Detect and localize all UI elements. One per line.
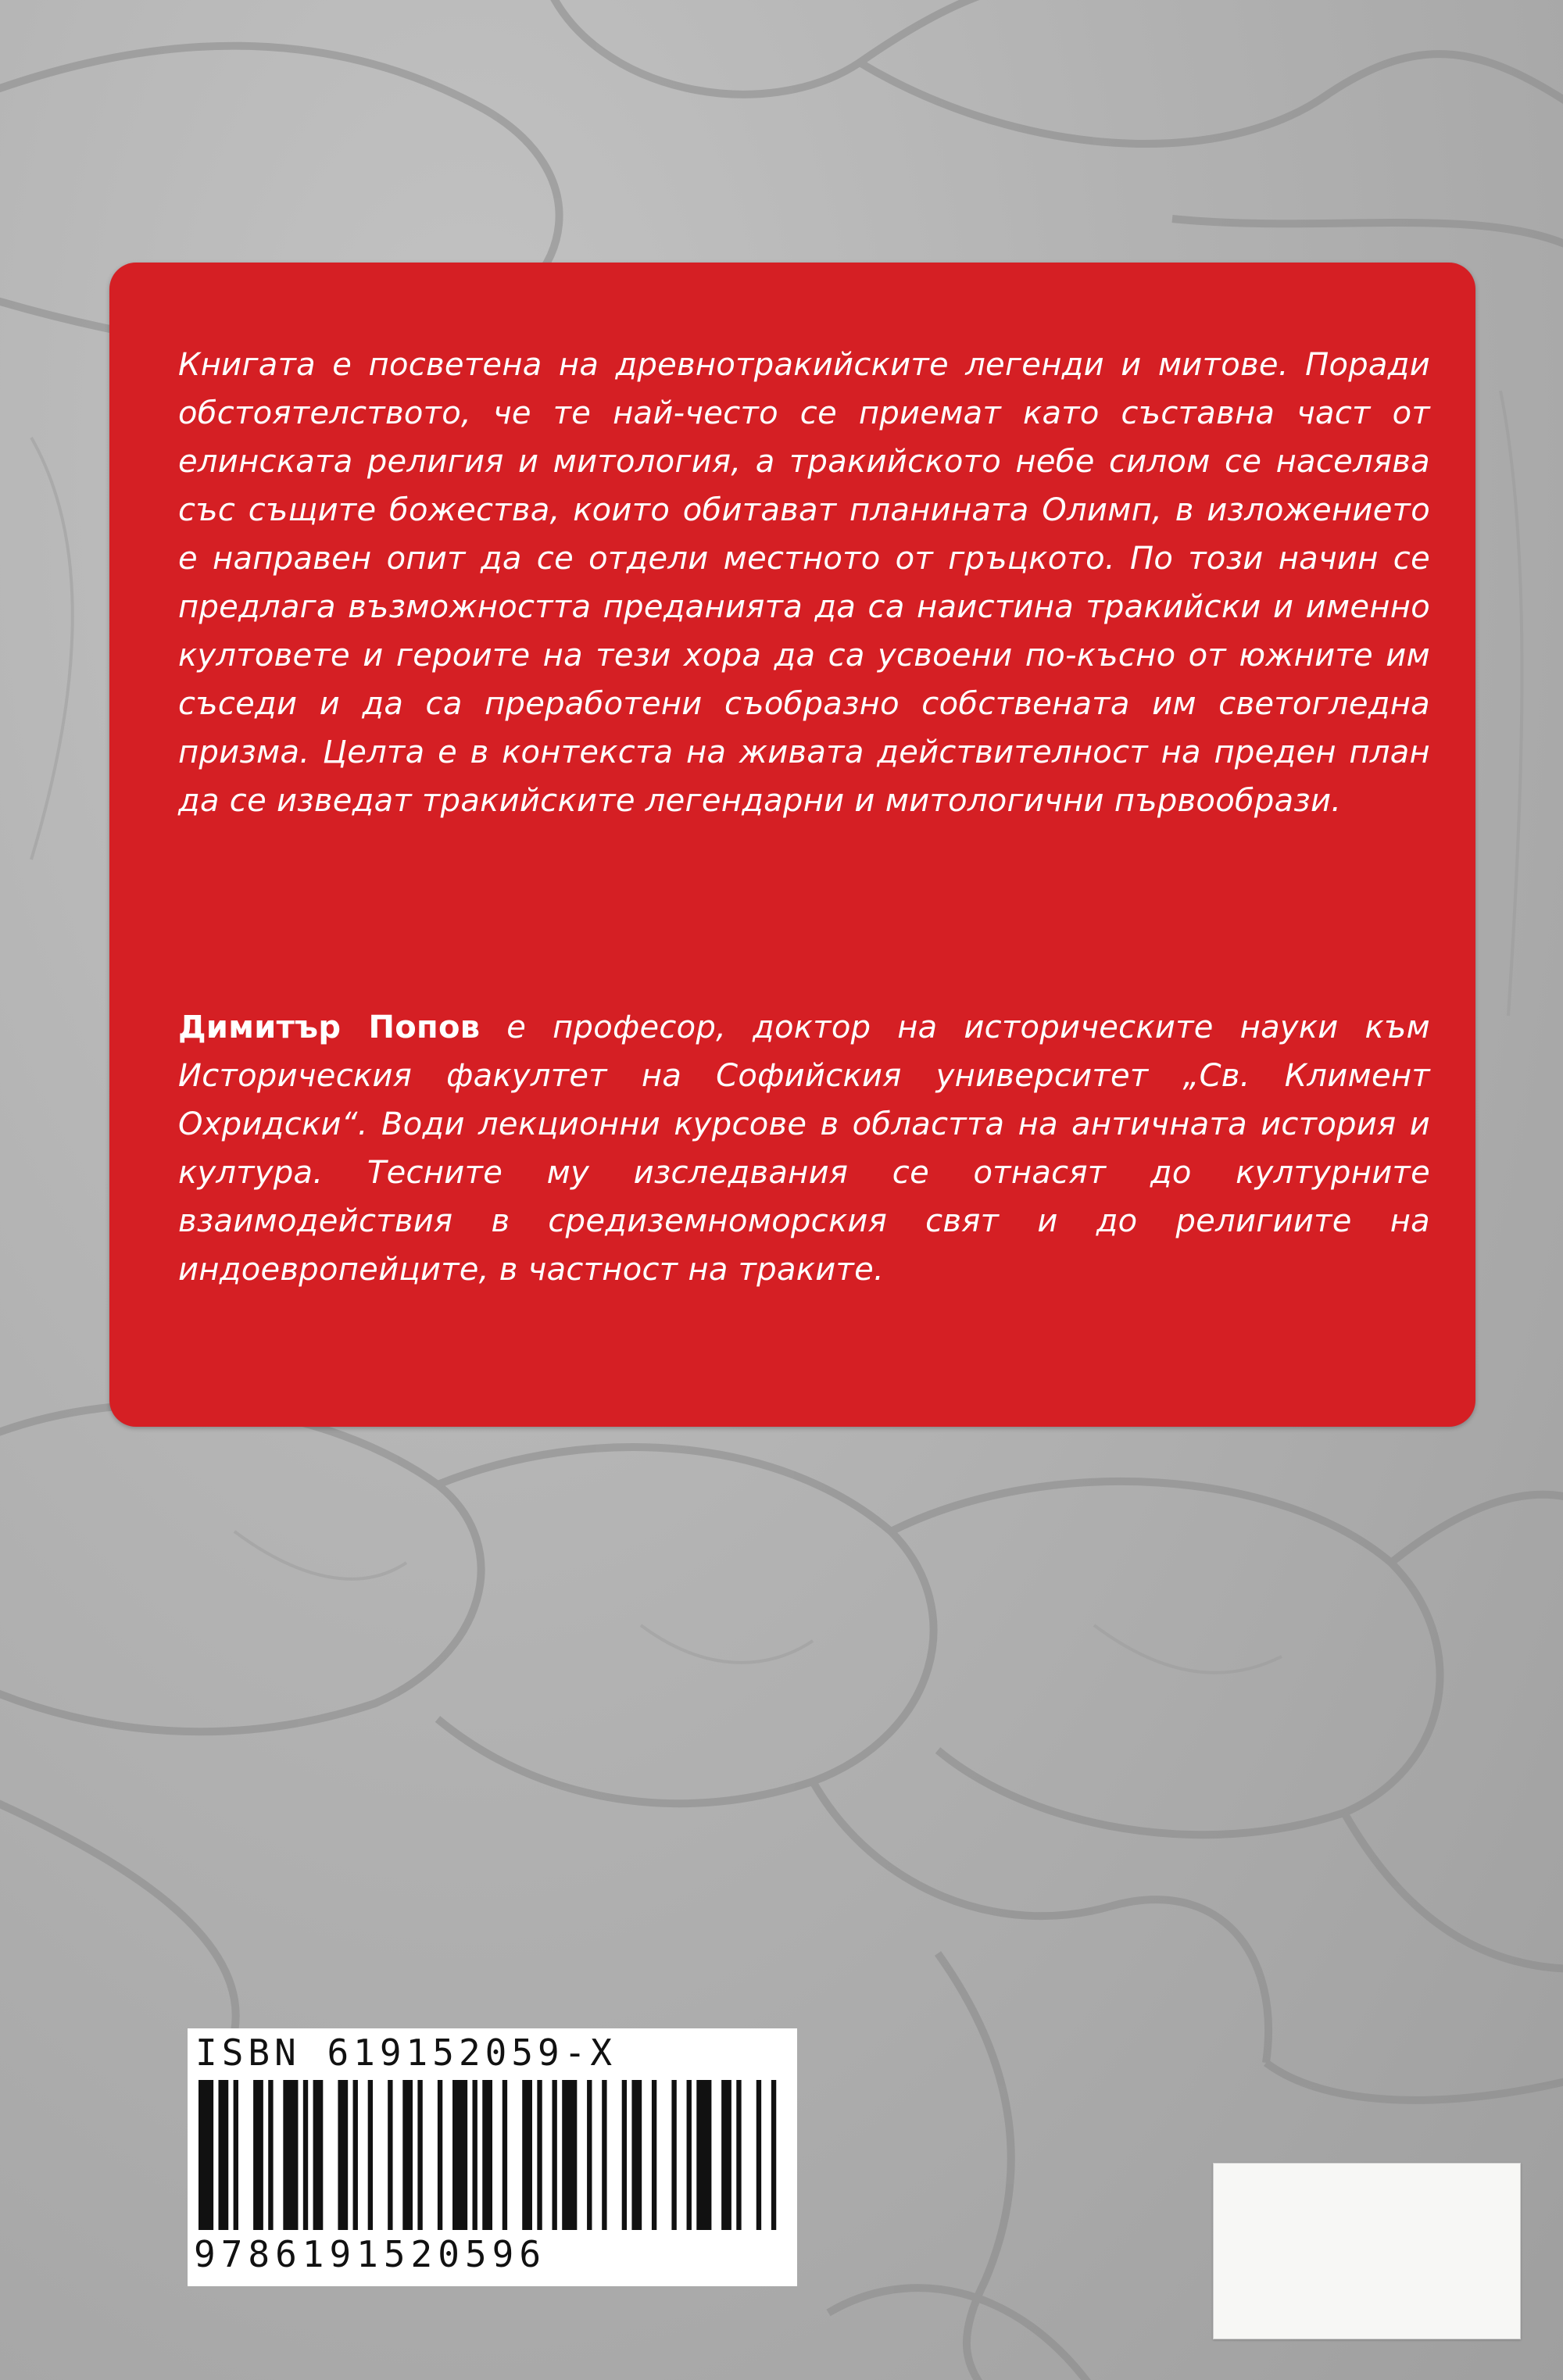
- price-sticker: [1213, 2163, 1521, 2339]
- description-panel: [109, 263, 1475, 1427]
- isbn-label: ISBN 619152059-X: [195, 2032, 617, 2074]
- ean-digits: 9786191520596: [194, 2233, 547, 2275]
- author-name: Димитър Попов: [178, 1010, 481, 1045]
- author-biography: [178, 1003, 1430, 1294]
- author-bio-text: е професор, доктор на историческите науки към Историческия факултет на Софийския университет „Св. Климент Охридски“. Води лекционни курсове в областта на античната история и култура. Тесните му изследвания се отнасят до културните взаимодействия в средиземноморския свят и до религиите на индоевропейците, в частност на траките.: [178, 1010, 1431, 1288]
- barcode-bars: [199, 2080, 786, 2230]
- isbn-barcode: [188, 2028, 797, 2286]
- book-description: Книгата е посветена на древнотракийските легенди и митове. Поради обстоятелството, че те най-често се приемат като съставна част от елинската религия и митология, а тракийското небе силом се населява със същите божества, които обитават планината Олимп, в изложението е направен опит да се отдели местното от гръцкото. По този начин се предлага възможността преданията да са наистина тракийски и именно култовете и героите на тези хора да са усвоени по-късно от южните им съседи и да са преработени съобразно собствената им светогледна призма. Целта е в контекста на живата действителност на преден план да се изведат тракийските легендарни и митологични първообрази.: [178, 347, 1430, 819]
